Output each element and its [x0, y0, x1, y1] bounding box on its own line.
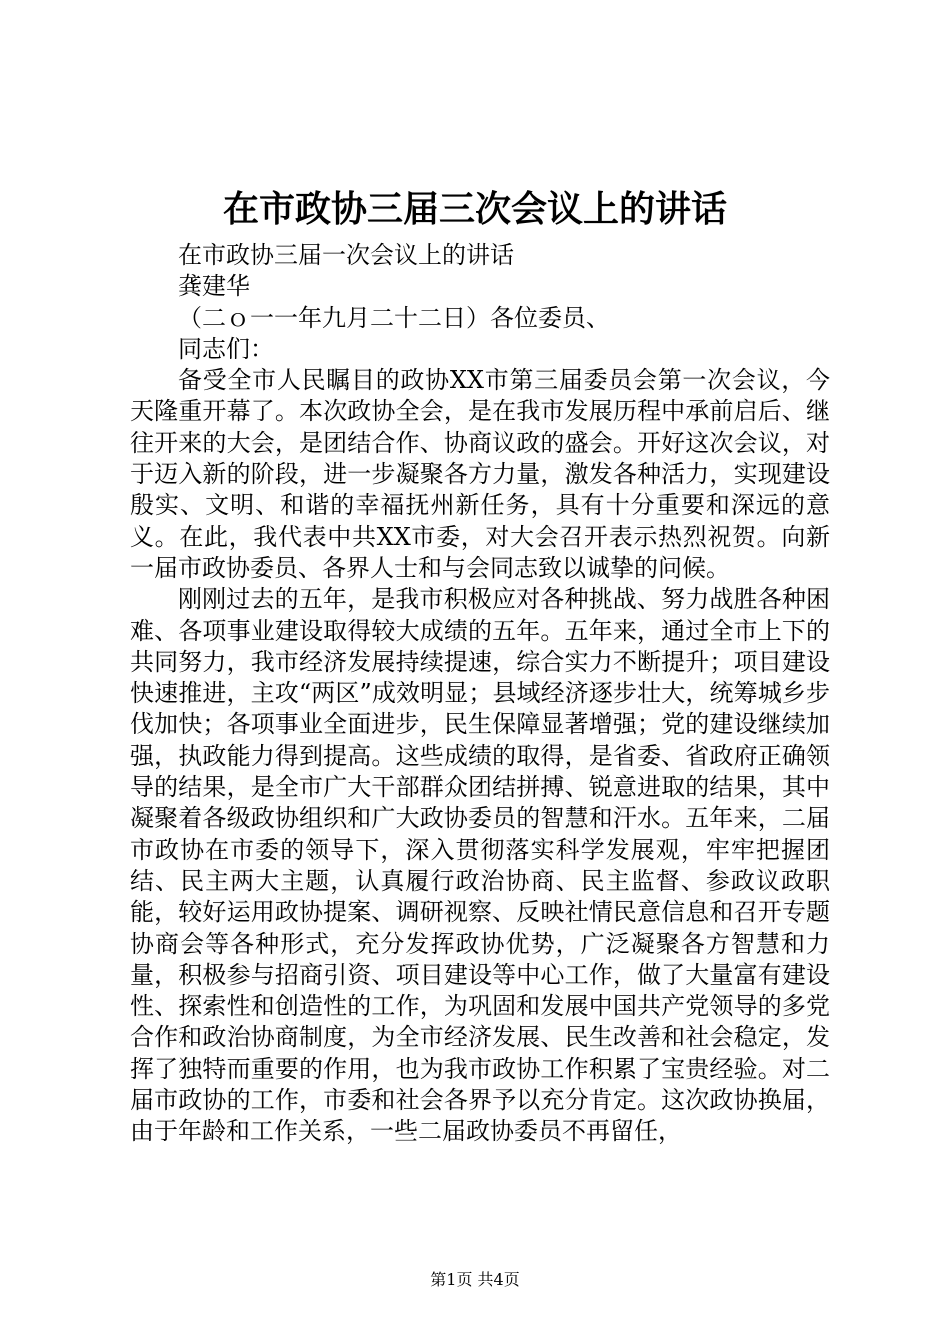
document-title: 在市政协三届三次会议上的讲话 [222, 188, 727, 230]
date-line: （二ｏ一一年九月二十二日）各位委员、 [178, 303, 610, 332]
salutation-line: 同志们： [178, 334, 274, 363]
author-line: 龚建华 [178, 272, 250, 301]
paragraph: 刚刚过去的五年，是我市积极应对各种挑战、努力战胜各种困难、各项事业建设取得较大成绩的五年。五年来，通过全市上下的共同努力，我市经济发展持续提速，综合实力不断提升；项目建设快速推进，主攻“两区”成效明显；县域经济逐步壮大，统筹城乡步伐加快；各项事业全面进步，民生保障显著增强；党的建设继续加强，执政能力得到提高。这些成绩的取得，是省委、省政府正确领导的结果，是全市广大干部群众团结拼搏、锐意进取的结果，其中凝聚着各级政协组织和广大政协委员的智慧和汗水。五年来，二届市政协在市委的领导下，深入贯彻落实科学发展观，牢牢把握团结、民主两大主题，认真履行政治协商、民主监督、参政议政职能，较好运用政协提案、调研视察、反映社情民意信息和召开专题协商会等各种形式，充分发挥政协优势，广泛凝聚各方智慧和力量，积极参与招商引资、项目建设等中心工作，做了大量富有建设性、探索性和创造性的工作，为巩固和发展中国共产党领导的多党合作和政治协商制度，为全市经济发展、民生改善和社会稳定，发挥了独特而重要的作用，也为我市政协工作积累了宝贵经验。对二届市政协的工作，市委和社会各界予以充分肯定。这次政协换届，由于年龄和工作关系，一些二届政协委员不再留任， [130, 585, 830, 1146]
page-footer: 第1页 共4页 [430, 1270, 520, 1289]
document-body [130, 240, 830, 1148]
subtitle-line: 在市政协三届一次会议上的讲话 [178, 241, 514, 269]
paragraph: 备受全市人民瞩目的政协XX市第三届委员会第一次会议，今天隆重开幕了。本次政协全会，是在我市发展历程中承前启后、继往开来的大会，是团结合作、协商议政的盛会。开好这次会议，对于迈入新的阶段，进一步凝聚各方力量，激发各种活力，实现建设殷实、文明、和谐的幸福抚州新任务，具有十分重要和深远的意义。在此，我代表中共XX市委，对大会召开表示热烈祝贺。向新一届市政协委员、各界人士和与会同志致以诚挚的问候。 [130, 366, 830, 582]
